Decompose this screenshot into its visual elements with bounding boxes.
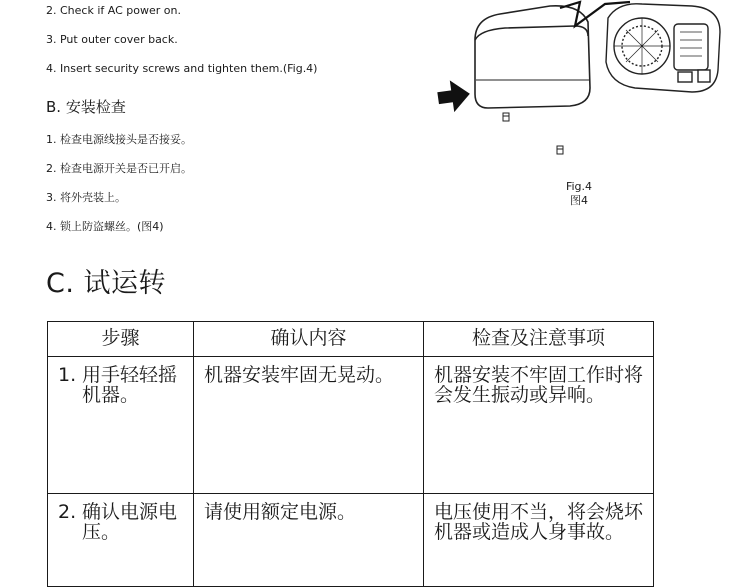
step-text: 用手轻轻摇机器。 (82, 364, 178, 406)
cell-step (48, 494, 194, 587)
section-c-heading: C. 试运转 (46, 268, 167, 299)
cell-confirm: 请使用额定电源。 (194, 494, 424, 587)
row-number: 2. (58, 501, 77, 523)
header-confirm: 确认内容 (194, 322, 424, 357)
step-cn-1: 1. 检查电源线接头是否接妥。 (46, 133, 192, 146)
inner-unit (606, 4, 720, 92)
fig4-caption-cn: 图4 (570, 194, 588, 207)
cell-note: 机器安装不牢固工作时将会发生振动或异响。 (424, 357, 654, 494)
cell-note: 电压使用不当，将会烧坏机器或造成人身事故。 (424, 494, 654, 587)
cell-confirm: 机器安装牢固无晃动。 (194, 357, 424, 494)
header-step: 步骤 (48, 322, 194, 357)
insert-arrow-icon (436, 78, 472, 114)
row-number: 1. (58, 364, 77, 386)
section-b-heading: B. 安装检查 (46, 98, 126, 116)
fig4-caption (544, 180, 614, 208)
table-row (48, 494, 654, 587)
table-header-row (48, 322, 654, 357)
step-en-3: 3. Put outer cover back. (46, 33, 178, 46)
step-text: 确认电源电压。 (82, 501, 178, 543)
screw-icon (503, 113, 509, 121)
step-cn-4: 4. 锁上防盗螺丝。(图4) (46, 220, 164, 233)
step-cn-3: 3. 将外壳装上。 (46, 191, 126, 204)
fig4-illustration (430, 0, 750, 170)
outer-cover (475, 6, 590, 108)
fig4-caption-en: Fig.4 (565, 180, 593, 193)
table-row (48, 357, 654, 494)
screw-icon (557, 146, 563, 154)
step-en-2: 2. Check if AC power on. (46, 4, 181, 17)
step-cn-2: 2. 检查电源开关是否已开启。 (46, 162, 192, 175)
cell-step (48, 357, 194, 494)
step-en-4: 4. Insert security screws and tighten them.(Fig.4) (46, 62, 318, 75)
trial-run-table (47, 321, 654, 587)
header-note: 检查及注意事项 (424, 322, 654, 357)
